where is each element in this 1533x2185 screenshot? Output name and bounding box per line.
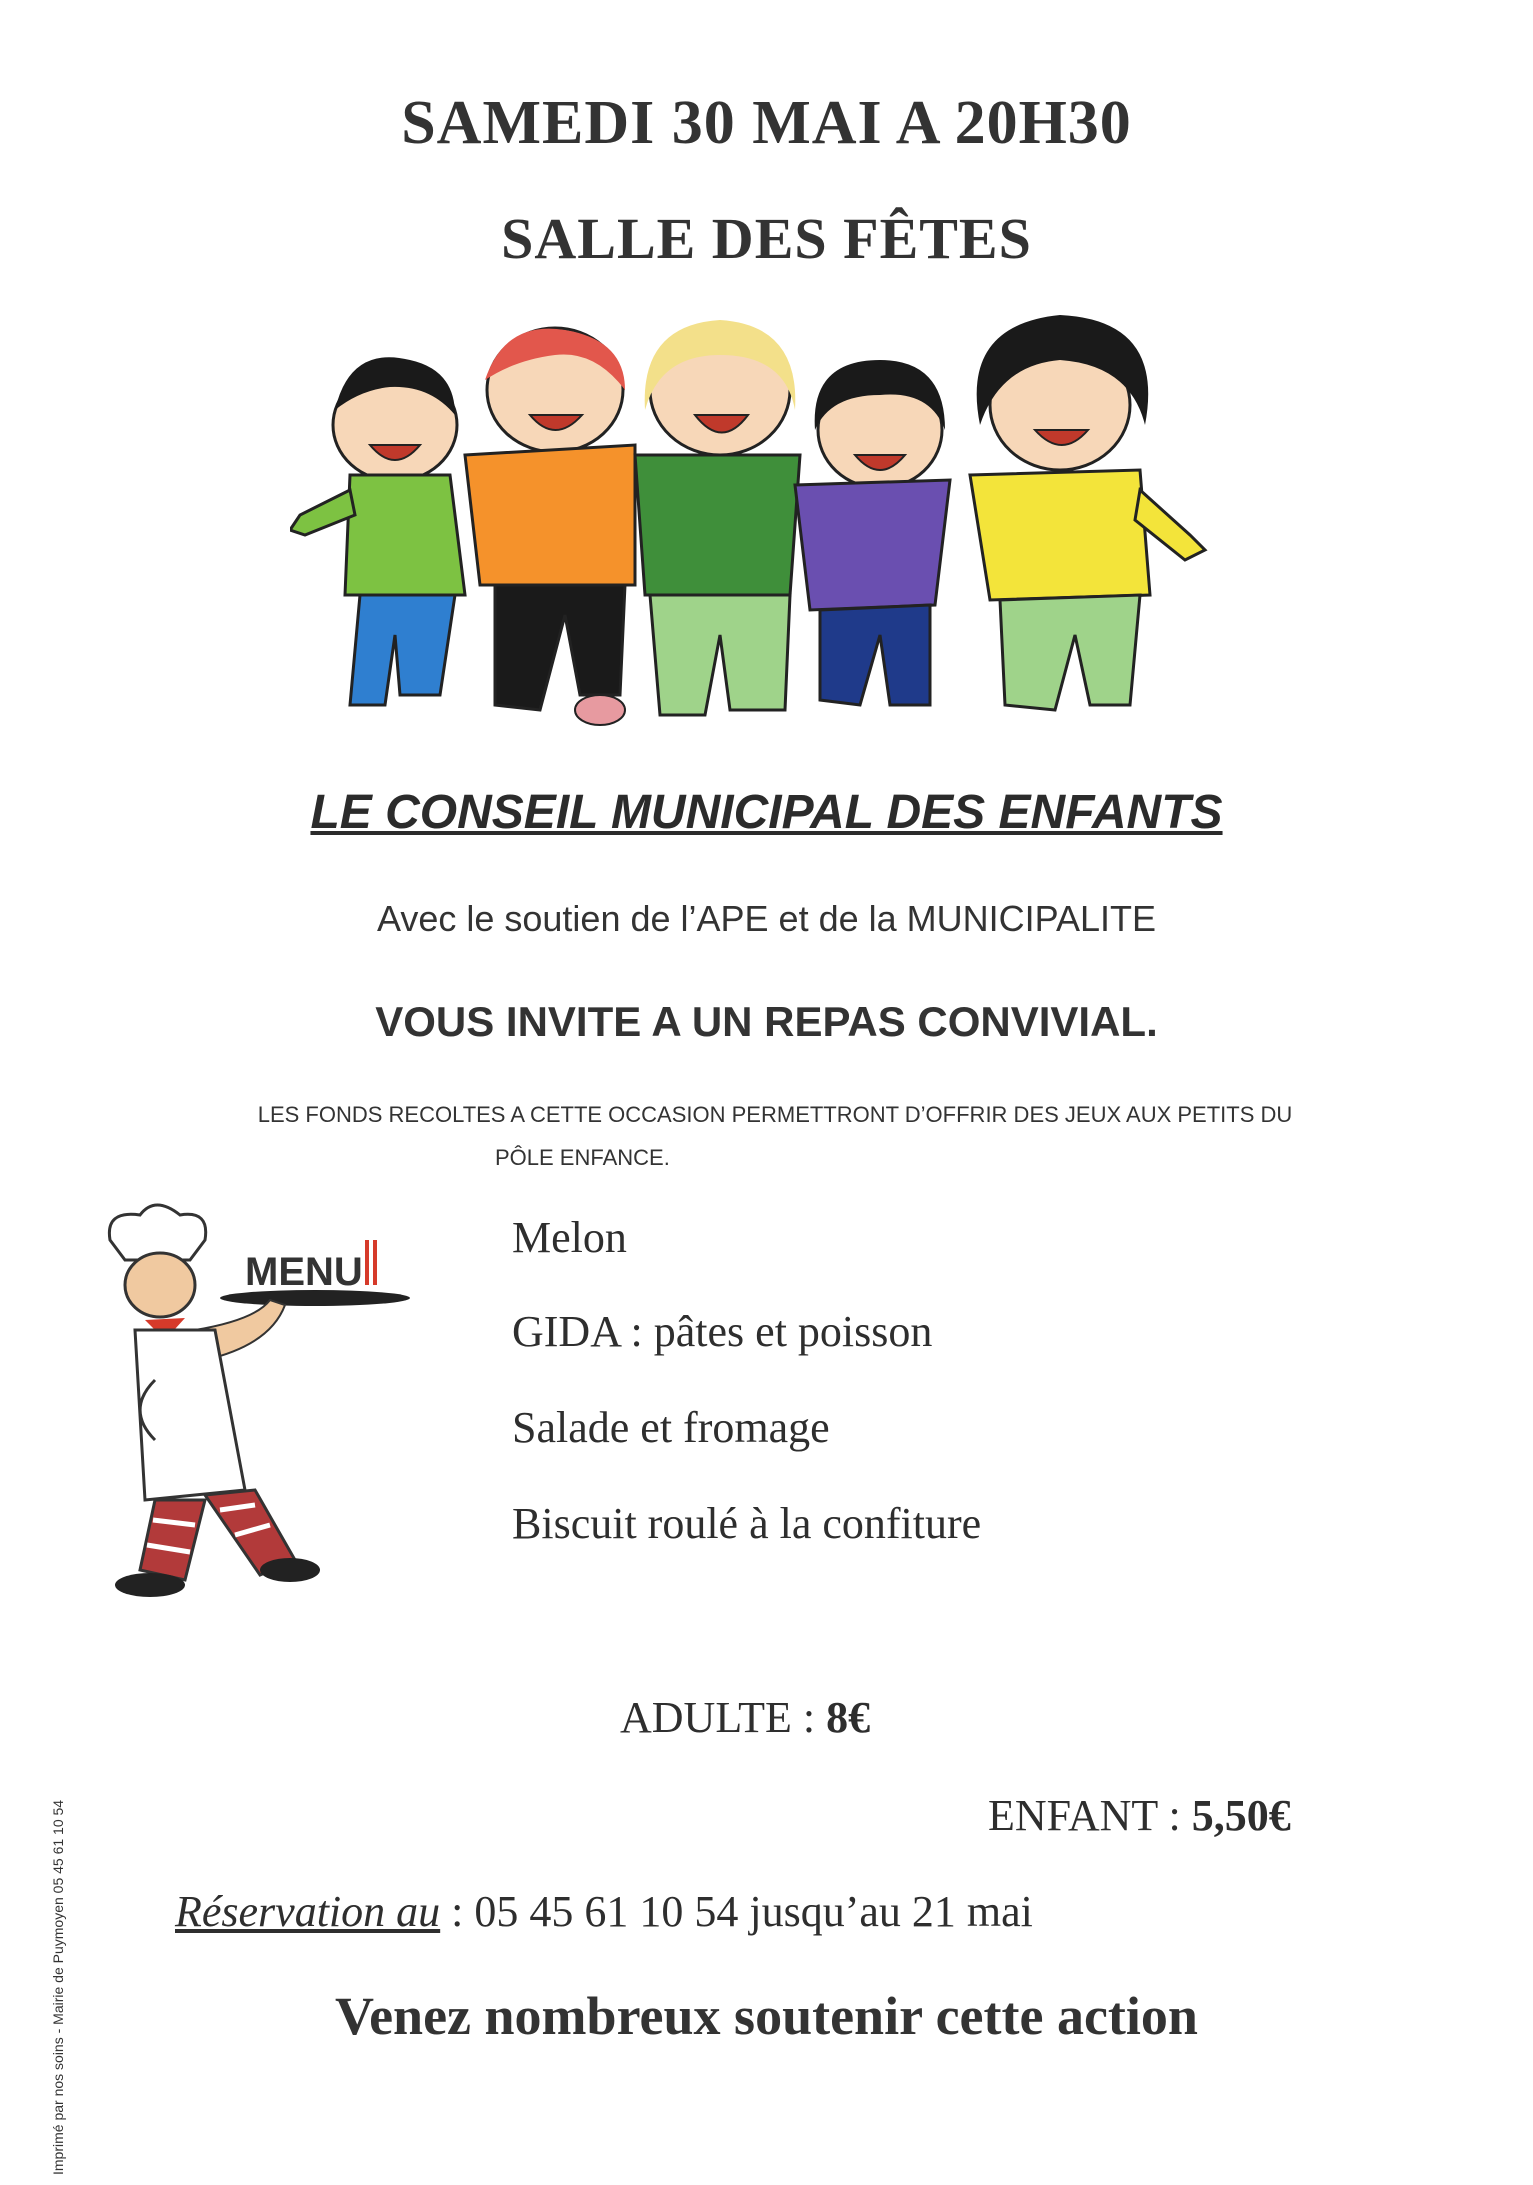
funds-note-line-2: PÔLE ENFANCE. xyxy=(495,1145,670,1170)
invite-line: VOUS INVITE A UN REPAS CONVIVIAL. xyxy=(375,998,1158,1045)
kid-3-figure xyxy=(635,320,800,715)
price-child-value: 5,50€ xyxy=(1191,1791,1291,1840)
menu-item-1: Melon xyxy=(512,1213,627,1262)
reservation-label: Réservation au xyxy=(175,1887,441,1936)
event-venue: SALLE DES FÊTES xyxy=(501,206,1032,271)
menu-sign-text: MENU xyxy=(245,1250,363,1294)
funds-note-line-1: LES FONDS RECOLTES A CETTE OCCASION PERMETTRONT D’OFFRIR DES JEUX AUX PETITS DU xyxy=(257,1102,1293,1127)
menu-item-3: Salade et fromage xyxy=(512,1403,830,1452)
kid-1-figure xyxy=(290,357,465,705)
menu-item-4: Biscuit roulé à la confiture xyxy=(512,1499,982,1548)
kid-4-figure xyxy=(795,360,950,705)
chef-waiter-illustration xyxy=(95,1200,435,1620)
reservation-line xyxy=(175,1886,1033,1937)
kid-5-figure xyxy=(970,315,1205,710)
closing-call-to-action: Venez nombreux soutenir cette action xyxy=(335,1986,1198,2046)
event-date-time: SAMEDI 30 MAI A 20H30 xyxy=(401,89,1132,157)
kids-group-illustration xyxy=(290,315,1210,745)
price-adult-value: 8€ xyxy=(826,1693,871,1742)
organizer-heading: LE CONSEIL MUNICIPAL DES ENFANTS xyxy=(310,786,1223,839)
price-child xyxy=(988,1790,1291,1841)
price-adult-label: ADULTE : xyxy=(620,1693,827,1742)
price-child-label: ENFANT : xyxy=(988,1791,1192,1840)
kid-2-figure xyxy=(465,328,635,725)
menu-item-2: GIDA : pâtes et poisson xyxy=(512,1307,933,1356)
support-line: Avec le soutien de l’APE et de la MUNICIPALITE xyxy=(376,898,1157,939)
reservation-details: : 05 45 61 10 54 jusqu’au 21 mai xyxy=(440,1887,1033,1936)
printer-side-note: Imprimé par nos soins - Mairie de Puymoyen 05 45 61 10 54 xyxy=(50,1799,66,2175)
price-adult xyxy=(620,1692,870,1743)
